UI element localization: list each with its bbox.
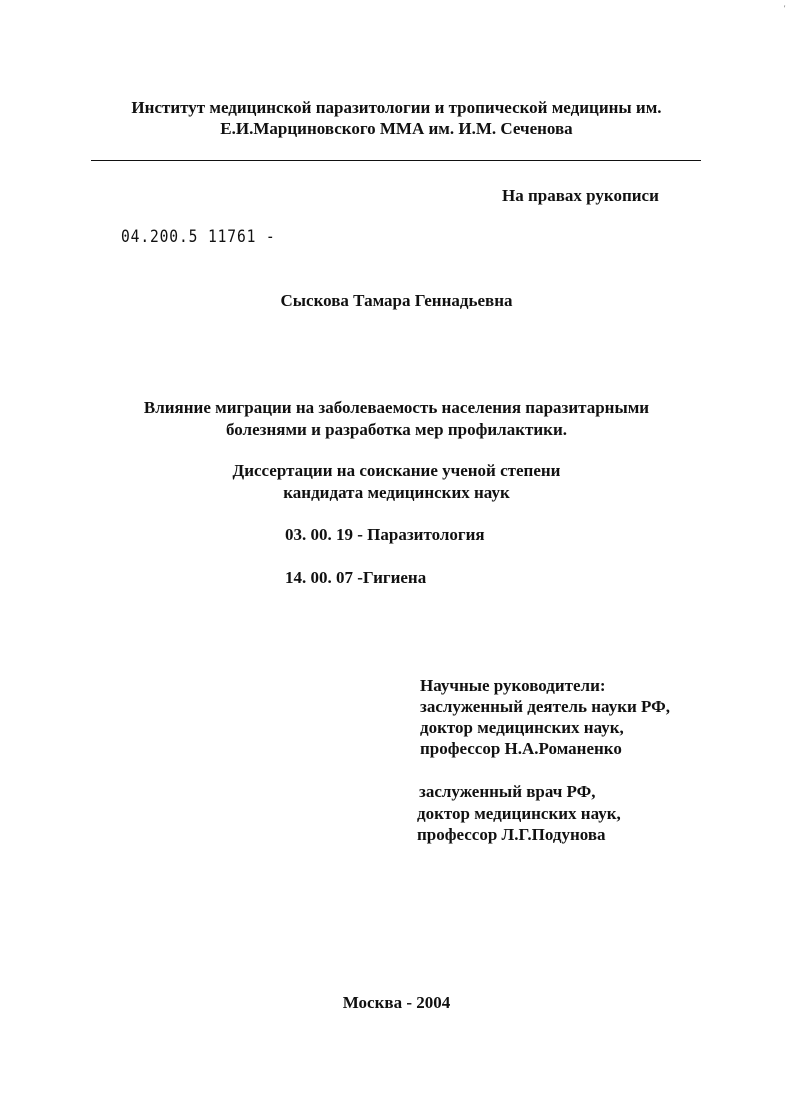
supervisor-2-title: заслуженный врач РФ, — [419, 782, 596, 801]
registry-stamp: 04.200.5 11761 - — [121, 227, 276, 247]
header-divider — [91, 160, 701, 161]
thesis-title-line-1: Влияние миграции на заболеваемость населения паразитарными — [143, 398, 650, 417]
institute-line-2: Е.И.Марциновского ММА им. И.М. Сеченова — [220, 119, 573, 138]
author-name: Сыскова Тамара Геннадьевна — [280, 291, 513, 310]
supervisor-2-name: профессор Л.Г.Подунова — [417, 825, 606, 844]
rights-note: На правах рукописи — [502, 186, 659, 205]
degree-line-1: Диссертации на соискание ученой степени — [232, 461, 561, 480]
supervisor-2-degree: доктор медицинских наук, — [417, 804, 621, 823]
supervisor-1-title: заслуженный деятель науки РФ, — [420, 697, 670, 716]
institute-line-1: Институт медицинской паразитологии и тропической медицины им. — [131, 98, 662, 117]
specialty-parasitology: 03. 00. 19 - Паразитология — [285, 525, 485, 544]
degree-line-2: кандидата медицинских наук — [283, 483, 510, 502]
supervisors-heading: Научные руководители: — [420, 676, 606, 695]
thesis-title-line-2: болезнями и разработка мер профилактики. — [225, 420, 567, 439]
scan-artifact-mark: ' — [784, 4, 786, 13]
supervisor-1-degree: доктор медицинских наук, — [420, 718, 624, 737]
supervisor-1-name: профессор Н.А.Романенко — [420, 739, 622, 758]
city-year: Москва - 2004 — [342, 993, 451, 1012]
specialty-hygiene: 14. 00. 07 -Гигиена — [285, 568, 427, 587]
